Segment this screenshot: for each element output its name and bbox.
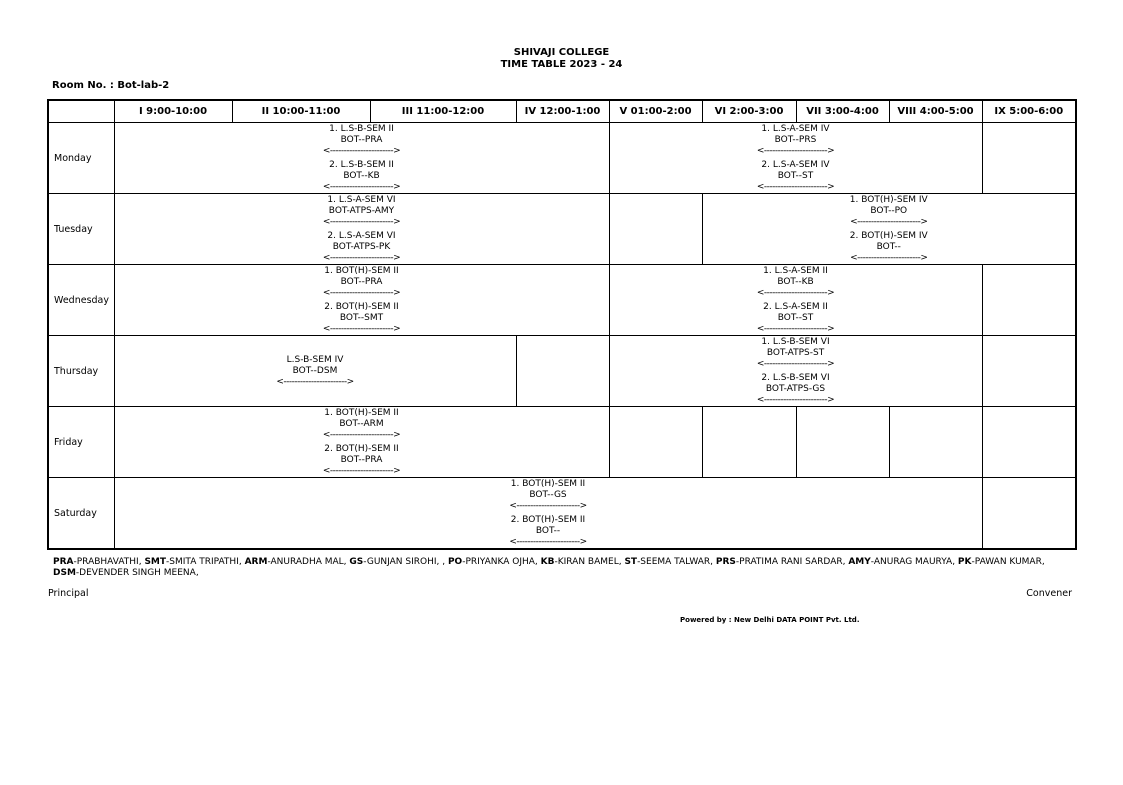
class-teacher: BOT--PO — [870, 205, 908, 216]
empty-slot — [796, 407, 889, 478]
class-slot — [114, 478, 982, 550]
class-teacher: BOT-- — [876, 241, 901, 252]
span-arrow: <-----------------------> — [276, 376, 354, 387]
day-label: Friday — [48, 407, 114, 478]
legend-name: -ANURADHA MAL, — [267, 557, 350, 567]
legend-name: -SEEMA TALWAR, — [637, 557, 716, 567]
empty-slot — [982, 265, 1076, 336]
convener-signature: Convener — [1026, 588, 1072, 599]
class-teacher: BOT--KB — [777, 276, 814, 287]
period-header: II 10:00-11:00 — [232, 100, 370, 123]
class-batch: 2. L.S-B-SEM VI — [761, 372, 830, 383]
day-label: Saturday — [48, 478, 114, 550]
legend-name: -PRATIMA RANI SARDAR, — [735, 557, 849, 567]
legend-code: SMT — [144, 557, 167, 567]
legend-code: ARM — [244, 557, 268, 567]
class-teacher: BOT--PRA — [340, 276, 383, 287]
class-batch: 2. L.S-A-SEM IV — [761, 159, 830, 170]
empty-slot — [889, 407, 982, 478]
empty-slot — [982, 336, 1076, 407]
class-batch: 1. L.S-A-SEM II — [763, 265, 828, 276]
empty-slot — [982, 123, 1076, 194]
class-teacher: BOT--GS — [529, 489, 567, 500]
span-arrow: <-----------------------> — [322, 216, 401, 227]
timetable-title: TIME TABLE 2023 - 24 — [500, 59, 623, 70]
span-arrow: <-----------------------> — [756, 181, 835, 192]
span-arrow: <-----------------------> — [322, 181, 401, 192]
day-label: Thursday — [48, 336, 114, 407]
legend-code: PO — [447, 557, 463, 567]
class-batch: 1. L.S-B-SEM II — [329, 123, 394, 134]
period-header: IX 5:00-6:00 — [982, 100, 1076, 123]
class-batch: 1. BOT(H)-SEM II — [510, 478, 586, 489]
period-header: III 11:00-12:00 — [370, 100, 516, 123]
class-slot — [114, 265, 609, 336]
span-arrow: <-----------------------> — [756, 145, 835, 156]
class-slot — [114, 407, 609, 478]
day-row-thursday — [48, 336, 1076, 407]
span-arrow: <-----------------------> — [322, 323, 401, 334]
legend-code: GS — [349, 557, 364, 567]
span-arrow: <-----------------------> — [756, 287, 835, 298]
period-header-row — [48, 100, 1076, 123]
legend-code: PK — [957, 557, 972, 567]
day-row-tuesday — [48, 194, 1076, 265]
legend-name: -GUNJAN SIROHI, , — [363, 557, 448, 567]
class-teacher: BOT--PRA — [340, 454, 383, 465]
legend-name: -DEVENDER SINGH MEENA, — [75, 568, 199, 578]
legend-name: -ANURAG MAURYA, — [870, 557, 958, 567]
legend-name: -PAWAN KUMAR, — [971, 557, 1045, 567]
class-teacher: BOT--PRS — [774, 134, 817, 145]
day-row-wednesday — [48, 265, 1076, 336]
span-arrow: <-----------------------> — [322, 287, 401, 298]
legend-name: -PRABHAVATHI, — [73, 557, 145, 567]
college-header — [0, 47, 1123, 71]
empty-slot — [702, 407, 796, 478]
day-label: Wednesday — [48, 265, 114, 336]
class-teacher: BOT--KB — [343, 170, 380, 181]
class-batch: 1. BOT(H)-SEM IV — [849, 194, 928, 205]
period-header: I 9:00-10:00 — [114, 100, 232, 123]
class-batch: 2. BOT(H)-SEM II — [324, 301, 399, 312]
class-batch: 1. L.S-B-SEM VI — [761, 336, 830, 347]
span-arrow: <-----------------------> — [509, 500, 587, 511]
class-batch: 2. L.S-A-SEM II — [763, 301, 828, 312]
span-arrow: <-----------------------> — [322, 145, 401, 156]
class-batch: 2. BOT(H)-SEM IV — [849, 230, 928, 241]
class-slot — [114, 336, 516, 407]
class-slot — [609, 336, 982, 407]
legend-name: -PRIYANKA OJHA, — [462, 557, 541, 567]
corner-cell — [48, 100, 114, 123]
class-slot — [609, 265, 982, 336]
class-teacher: BOT-ATPS-GS — [765, 383, 826, 394]
class-teacher: BOT--PRA — [340, 134, 383, 145]
period-header: IV 12:00-1:00 — [516, 100, 609, 123]
legend-code: KB — [540, 557, 555, 567]
class-teacher: BOT-ATPS-AMY — [328, 205, 395, 216]
teacher-legend — [53, 557, 1053, 579]
period-header: VI 2:00-3:00 — [702, 100, 796, 123]
legend-code: ST — [624, 557, 638, 567]
empty-slot — [982, 407, 1076, 478]
room-number: Room No. : Bot-lab-2 — [52, 80, 170, 91]
class-batch: 2. BOT(H)-SEM II — [324, 443, 399, 454]
day-row-saturday — [48, 478, 1076, 550]
span-arrow: <-----------------------> — [850, 252, 928, 263]
powered-by: Powered by : New Delhi DATA POINT Pvt. Ltd. — [680, 616, 860, 624]
college-name: SHIVAJI COLLEGE — [513, 47, 610, 58]
class-teacher: BOT-ATPS-PK — [332, 241, 391, 252]
day-label: Tuesday — [48, 194, 114, 265]
class-teacher: BOT-- — [535, 525, 561, 536]
class-teacher: BOT--DSM — [292, 365, 338, 376]
principal-signature: Principal — [48, 588, 89, 599]
span-arrow: <-----------------------> — [322, 252, 401, 263]
class-teacher: BOT--SMT — [339, 312, 384, 323]
class-batch: 1. L.S-A-SEM IV — [761, 123, 830, 134]
day-label: Monday — [48, 123, 114, 194]
legend-code: PRS — [715, 557, 736, 567]
class-batch: 2. BOT(H)-SEM II — [510, 514, 586, 525]
period-header: VIII 4:00-5:00 — [889, 100, 982, 123]
span-arrow: <-----------------------> — [850, 216, 928, 227]
legend-code: AMY — [848, 557, 871, 567]
class-slot — [702, 194, 1076, 265]
class-batch: 1. BOT(H)-SEM II — [324, 265, 399, 276]
empty-slot — [516, 336, 609, 407]
class-batch: L.S-B-SEM IV — [286, 354, 344, 365]
class-teacher: BOT--ST — [777, 170, 814, 181]
day-row-monday — [48, 123, 1076, 194]
period-header: VII 3:00-4:00 — [796, 100, 889, 123]
class-slot — [609, 123, 982, 194]
legend-name: -SMITA TRIPATHI, — [166, 557, 245, 567]
empty-slot — [982, 478, 1076, 550]
span-arrow: <-----------------------> — [322, 429, 401, 440]
span-arrow: <-----------------------> — [322, 465, 401, 476]
span-arrow: <-----------------------> — [509, 536, 587, 547]
class-batch: 2. L.S-B-SEM II — [329, 159, 394, 170]
class-teacher: BOT--ST — [777, 312, 814, 323]
legend-name: -KIRAN BAMEL, — [554, 557, 625, 567]
class-slot — [114, 123, 609, 194]
span-arrow: <-----------------------> — [756, 323, 835, 334]
span-arrow: <-----------------------> — [756, 358, 835, 369]
empty-slot — [609, 194, 702, 265]
period-header: V 01:00-2:00 — [609, 100, 702, 123]
class-batch: 1. BOT(H)-SEM II — [324, 407, 399, 418]
class-batch: 2. L.S-A-SEM VI — [327, 230, 396, 241]
legend-code: DSM — [53, 568, 76, 578]
legend-code: PRA — [53, 557, 74, 567]
class-teacher: BOT--ARM — [339, 418, 384, 429]
span-arrow: <-----------------------> — [756, 394, 835, 405]
class-batch: 1. L.S-A-SEM VI — [327, 194, 396, 205]
class-teacher: BOT-ATPS-ST — [766, 347, 825, 358]
day-row-friday — [48, 407, 1076, 478]
empty-slot — [609, 407, 702, 478]
timetable — [47, 99, 1077, 550]
class-slot — [114, 194, 609, 265]
